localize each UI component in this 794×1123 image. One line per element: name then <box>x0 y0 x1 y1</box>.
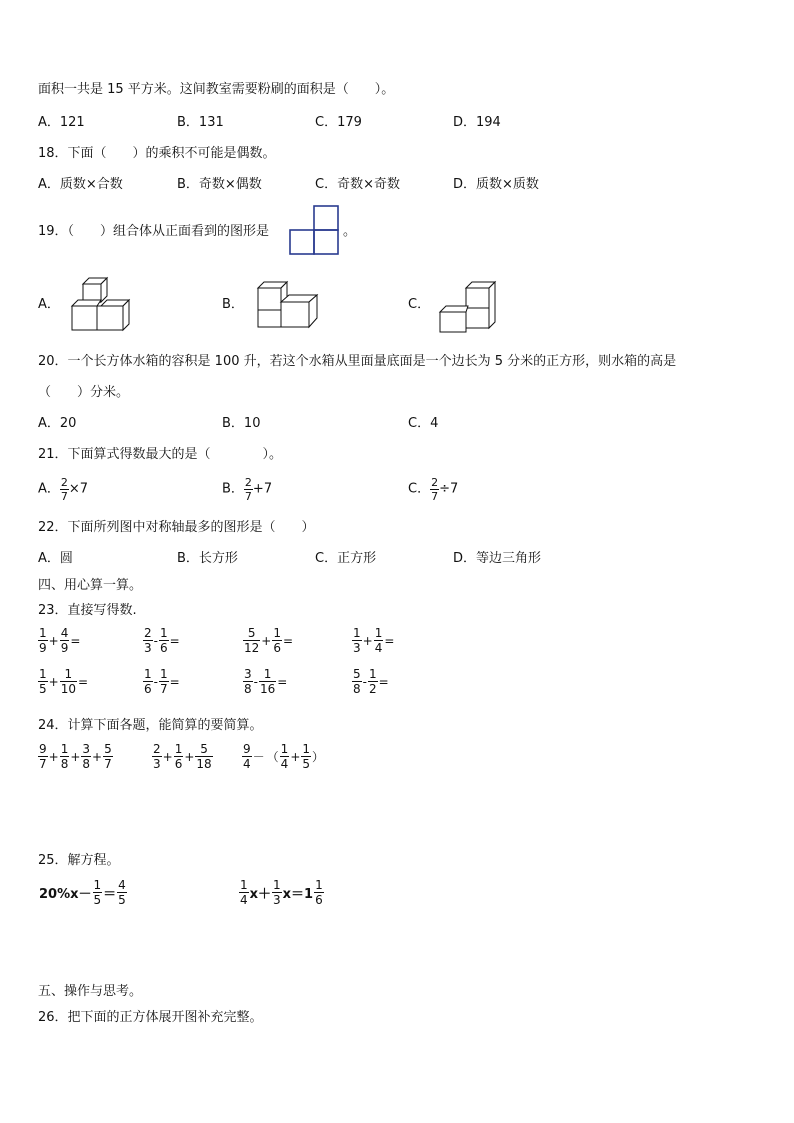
equals: = <box>378 674 389 689</box>
frac-num: 5 <box>104 742 112 756</box>
q19-option-a[interactable]: A． <box>38 297 60 312</box>
q19-text: 19．（ ）组合体从正面看到的图形是 <box>38 224 270 239</box>
q18-option-a[interactable]: A．质数×合数 <box>38 177 123 192</box>
q17-option-b[interactable]: B．131 <box>177 115 224 130</box>
frac-den: 5 <box>39 682 47 696</box>
frac-den: 7 <box>39 757 47 771</box>
section-4-heading: 四、用心算一算。 <box>38 578 143 593</box>
cube-figure-c[interactable] <box>438 280 500 334</box>
fraction <box>38 668 48 695</box>
q21-text: 21．下面算式得数最大的是（ ）。 <box>38 447 283 462</box>
equals: = <box>169 674 180 689</box>
frac-den: 4 <box>240 893 248 907</box>
q18-option-b[interactable]: B．奇数×偶数 <box>177 177 262 192</box>
q20-option-a[interactable]: A．20 <box>38 416 77 431</box>
q17-option-d[interactable]: D．194 <box>453 115 501 130</box>
q20-option-b[interactable]: B．10 <box>222 416 261 431</box>
q24-expression-1 <box>38 743 113 770</box>
q21-b-den: 7 <box>244 490 252 503</box>
operator: + <box>290 749 301 764</box>
frac-den: 5 <box>302 757 311 771</box>
fraction <box>243 627 260 654</box>
q21-option-c[interactable] <box>408 477 458 502</box>
frac-den: 12 <box>244 641 260 655</box>
frac-den: 4 <box>243 757 251 771</box>
fraction <box>259 668 276 695</box>
frac-den: 5 <box>118 893 126 907</box>
q21-a-den: 7 <box>60 490 68 503</box>
frac-den: 3 <box>353 641 361 655</box>
frac-num: 1 <box>273 878 281 892</box>
fraction <box>352 627 362 654</box>
q18-option-c[interactable]: C．奇数×奇数 <box>315 177 400 192</box>
frac-den: 4 <box>374 641 383 655</box>
frac-den: 6 <box>315 893 323 907</box>
frac-den: 6 <box>273 641 281 655</box>
q21-option-a[interactable] <box>38 477 88 502</box>
frac-num: 1 <box>273 626 281 640</box>
frac-den: 7 <box>159 682 168 696</box>
cube-figure-a[interactable] <box>70 276 132 332</box>
frac-den: 9 <box>60 641 69 655</box>
q25-equation-1 <box>38 879 127 906</box>
q21-b-num: 2 <box>244 476 252 489</box>
q17-text: 面积一共是 15 平方米。这间教室需要粉刷的面积是（ ）。 <box>38 82 395 97</box>
equals: = <box>384 633 395 648</box>
q17-option-c[interactable]: C．179 <box>315 115 362 130</box>
q21-a-op: ×7 <box>68 481 89 497</box>
frac-den: 7 <box>104 757 112 771</box>
equals: = <box>77 674 89 689</box>
q22-option-a[interactable]: A．圆 <box>38 551 73 566</box>
q20-text-line1: 20．一个长方体水箱的容积是 100 升，若这个水箱从里面量底面是一个边长为 5 分米的正方形，则水箱的高是 <box>38 354 677 369</box>
q23-row2-item <box>143 668 181 695</box>
fraction <box>60 627 70 654</box>
q18-text: 18．下面（ ）的乘积不可能是偶数。 <box>38 146 276 161</box>
frac-num: 1 <box>60 742 69 756</box>
frac-num: 1 <box>60 668 77 682</box>
q20-text-line2: （ ）分米。 <box>38 385 130 400</box>
frac-num: 2 <box>153 742 161 756</box>
frac-num: 1 <box>259 668 276 682</box>
q21-a-label: A． <box>38 481 60 497</box>
equation-prefix: 20%x－ <box>39 887 92 902</box>
frac-num: 5 <box>195 743 212 757</box>
q21-a-num: 2 <box>60 476 68 489</box>
frac-num: 9 <box>39 742 47 756</box>
fraction <box>272 627 282 654</box>
operator: - <box>153 674 158 689</box>
q18-option-d[interactable]: D．质数×质数 <box>453 177 539 192</box>
q24-text: 24．计算下面各题，能简算的要简算。 <box>38 718 263 733</box>
q25-text: 25．解方程。 <box>38 853 120 868</box>
operator: + <box>48 749 59 764</box>
operator: + <box>48 633 59 648</box>
frac-num: 5 <box>243 627 260 641</box>
frac-den: 6 <box>159 641 168 655</box>
frac-num: 9 <box>243 742 251 756</box>
frac-den: 6 <box>174 757 183 771</box>
operator: + <box>48 674 59 689</box>
operator: + <box>92 749 103 764</box>
q17-option-a[interactable]: A．121 <box>38 115 85 130</box>
frac-den: 9 <box>39 641 47 655</box>
frac-den: 8 <box>60 757 69 771</box>
frac-num: 1 <box>39 667 47 681</box>
frac-num: 1 <box>93 878 102 892</box>
q21-c-den: 7 <box>431 490 439 503</box>
frac-num: 1 <box>353 626 361 640</box>
frac-num: 1 <box>39 626 47 640</box>
equals: = <box>282 633 294 648</box>
fraction <box>38 627 48 654</box>
q21-c-num: 2 <box>431 476 439 489</box>
q21-b-op: +7 <box>252 481 273 497</box>
equals: ＝ <box>103 887 117 902</box>
q23-row2-item <box>243 668 288 695</box>
frac-num: 3 <box>82 742 91 756</box>
q19-period: 。 <box>343 224 357 239</box>
frac-num: 4 <box>118 878 126 892</box>
fraction <box>374 627 384 654</box>
q23-row1-item <box>243 627 294 654</box>
q23-row1-item <box>38 627 81 654</box>
term-x: x＋ <box>249 887 272 902</box>
q23-row1-item <box>143 627 181 654</box>
frac-num: 1 <box>280 742 289 756</box>
operator: + <box>362 633 373 648</box>
q24-expression-3 <box>242 743 325 770</box>
fraction <box>352 668 362 695</box>
equals: = <box>70 633 81 648</box>
frac-num: 1 <box>144 667 152 681</box>
frac-num: 1 <box>368 667 377 681</box>
frac-den: 4 <box>280 757 289 771</box>
q24-expression-2 <box>152 743 213 770</box>
frac-den: 6 <box>144 682 152 696</box>
q21-c-op: ÷7 <box>439 481 459 497</box>
frac-num: 1 <box>302 742 311 756</box>
frac-num: 5 <box>353 667 361 681</box>
frac-den: 3 <box>273 893 281 907</box>
frac-den: 3 <box>144 641 152 655</box>
q23-text: 23．直接写得数. <box>38 603 137 618</box>
right-paren: ） <box>312 750 325 764</box>
operator: + <box>261 633 272 648</box>
frac-num: 1 <box>159 626 168 640</box>
q21-c-label: C． <box>408 481 431 497</box>
operator: - <box>153 633 158 648</box>
frac-num: 1 <box>240 878 248 892</box>
left-paren: （ <box>266 750 279 764</box>
q22-option-c[interactable]: C．正方形 <box>315 551 377 566</box>
section-5-heading: 五、操作与思考。 <box>38 984 143 999</box>
q21-option-b[interactable] <box>222 477 272 502</box>
operator: － <box>252 750 265 764</box>
frac-num: 4 <box>60 626 69 640</box>
frac-num: 1 <box>315 878 323 892</box>
term-x-equals: x＝1 <box>282 887 314 902</box>
frac-den: 18 <box>196 757 212 771</box>
frac-den: 8 <box>244 682 252 696</box>
equals: = <box>277 674 288 689</box>
fraction <box>368 668 378 695</box>
fraction <box>159 668 169 695</box>
frac-den: 8 <box>82 757 91 771</box>
q19-option-c[interactable]: C． <box>408 297 431 312</box>
fraction <box>159 627 169 654</box>
frac-num: 1 <box>374 626 383 640</box>
frac-num: 1 <box>174 742 183 756</box>
fraction <box>143 627 153 654</box>
q21-b-label: B． <box>222 481 244 497</box>
frac-den: 3 <box>153 757 161 771</box>
q22-option-d[interactable]: D．等边三角形 <box>453 551 542 566</box>
operator: + <box>162 749 173 764</box>
frac-num: 1 <box>159 667 168 681</box>
q19-option-b[interactable]: B． <box>222 297 244 312</box>
q26-text: 26．把下面的正方体展开图补充完整。 <box>38 1010 263 1025</box>
front-view-figure <box>289 205 339 257</box>
q20-option-c[interactable]: C．4 <box>408 416 439 431</box>
frac-den: 2 <box>368 682 377 696</box>
equals: = <box>169 633 180 648</box>
q23-row1-item <box>352 627 395 654</box>
operator: + <box>184 749 195 764</box>
fraction <box>143 668 153 695</box>
q22-option-b[interactable]: B．长方形 <box>177 551 238 566</box>
frac-num: 2 <box>144 626 152 640</box>
fraction <box>60 668 77 695</box>
frac-den: 8 <box>353 682 361 696</box>
cube-figure-b[interactable] <box>256 280 320 330</box>
frac-den: 5 <box>93 893 102 907</box>
q23-row2-item <box>352 668 390 695</box>
operator: - <box>362 674 367 689</box>
operator: - <box>253 674 258 689</box>
operator: + <box>70 749 81 764</box>
frac-den: 16 <box>259 682 276 696</box>
q22-text: 22．下面所列图中对称轴最多的图形是（ ） <box>38 520 315 535</box>
q25-equation-2 <box>239 879 324 906</box>
frac-num: 3 <box>244 667 252 681</box>
fraction <box>243 668 253 695</box>
q23-row2-item <box>38 668 89 695</box>
frac-den: 10 <box>60 682 76 696</box>
